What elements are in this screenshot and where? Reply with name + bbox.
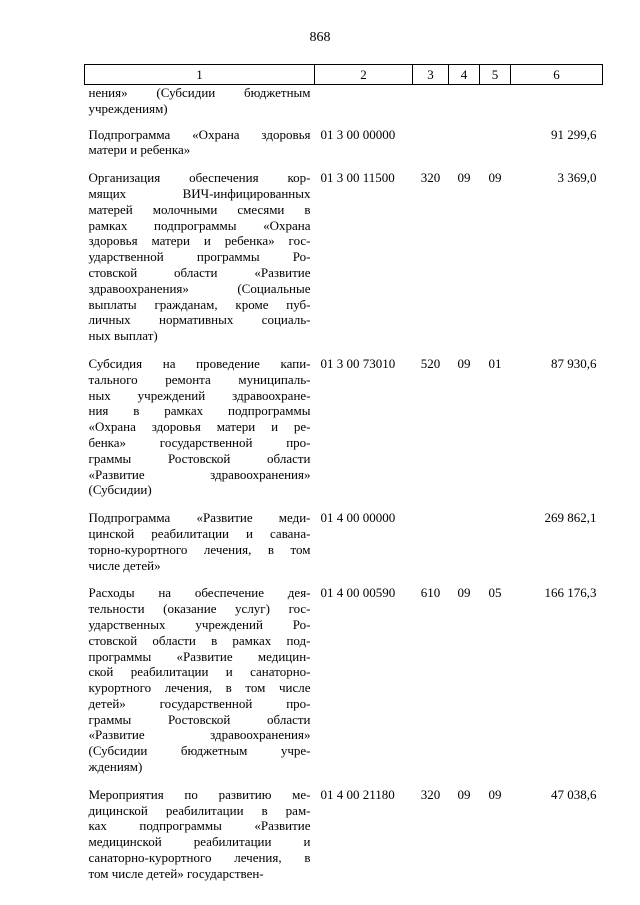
table-row	[85, 510, 603, 585]
row-code: 01 4 00 00590	[320, 585, 396, 601]
table-row	[85, 170, 603, 356]
row-name-line: Подпрограмма «Охрана здоровья	[88, 126, 311, 142]
table-row	[85, 356, 603, 510]
row-vr	[413, 127, 449, 171]
row-name	[85, 127, 315, 171]
row-name-line: ждениям)	[88, 759, 143, 775]
row-amount	[511, 85, 603, 127]
row-name-line: медицинской реабилитации и	[88, 834, 311, 850]
row-code	[315, 85, 413, 127]
row-name-line: цинской реабилитации и савана-	[88, 525, 311, 541]
row-name-line: нения» (Субсидии бюджетным	[88, 85, 311, 100]
row-name-line: детей» государственной про-	[88, 695, 311, 711]
row-pr: 01	[488, 355, 502, 371]
row-amount: 3 369,0	[557, 170, 597, 186]
row-name-line: Подпрограмма «Развитие меди-	[88, 510, 311, 526]
row-name-line: здоровья матери и ребенка» гос-	[88, 233, 311, 249]
row-name-line: ударственной программы Ро-	[88, 249, 311, 265]
table-row	[85, 585, 603, 787]
row-name-line: здравоохранения» (Социальные	[88, 280, 311, 296]
row-name-line: рамках подпрограммы «Охрана	[88, 217, 311, 233]
row-name-line: «Охрана здоровья матери и ре-	[88, 419, 311, 435]
header-col-4: 4	[449, 65, 480, 85]
page-number: 868	[309, 30, 331, 45]
row-name-line: дицинской реабилитации в рам-	[88, 802, 311, 818]
row-name-line: тального ремонта муниципаль-	[88, 371, 311, 387]
row-pr	[480, 510, 511, 585]
row-vr: 520	[420, 355, 441, 371]
row-name-line: Мероприятия по развитию ме-	[88, 786, 311, 802]
table-body	[85, 85, 603, 894]
row-name-line: том числе детей» государствен-	[88, 865, 264, 881]
row-name	[85, 170, 315, 356]
budget-table	[84, 64, 603, 894]
row-code: 01 4 00 21180	[320, 786, 395, 802]
row-name	[85, 510, 315, 585]
row-pr	[480, 85, 511, 127]
row-pr: 09	[488, 170, 502, 186]
row-name-line: торно-курортного лечения, в том	[88, 541, 311, 557]
row-rz	[449, 85, 480, 127]
row-amount: 87 930,6	[551, 355, 597, 371]
row-name-line: (Субсидии)	[88, 482, 152, 498]
header-col-1: 1	[85, 65, 315, 85]
row-code: 01 3 00 00000	[320, 126, 396, 142]
row-name-line: ния в рамках подпрограммы	[88, 403, 311, 419]
table-row	[85, 127, 603, 171]
row-name-line: бенка» государственной про-	[88, 434, 311, 450]
row-name-line: матери и ребенка»	[88, 142, 191, 158]
row-code: 01 3 00 73010	[320, 355, 396, 371]
row-name-line: ударственных учреждений Ро-	[88, 616, 311, 632]
row-name-line: личных нормативных социаль-	[88, 312, 311, 328]
row-name	[85, 356, 315, 510]
row-name-line: «Развитие здравоохранения»	[88, 727, 311, 743]
row-name	[85, 85, 315, 127]
row-rz: 09	[457, 786, 471, 802]
row-vr: 320	[420, 170, 441, 186]
row-name-line: (Субсидии бюджетным учре-	[88, 743, 311, 759]
row-amount: 47 038,6	[551, 786, 597, 802]
header-col-5: 5	[480, 65, 511, 85]
row-pr: 05	[488, 585, 502, 601]
row-vr	[413, 85, 449, 127]
row-name	[85, 787, 315, 894]
row-name-line: стовской области «Развитие	[88, 264, 311, 280]
row-vr: 610	[420, 585, 441, 601]
header-col-6: 6	[511, 65, 603, 85]
row-vr	[413, 510, 449, 585]
row-vr: 320	[420, 786, 441, 802]
table-row	[85, 85, 603, 127]
table-header	[85, 65, 603, 85]
row-amount: 91 299,6	[551, 126, 597, 142]
row-name-line: граммы Ростовской области	[88, 711, 311, 727]
row-name-line: выплаты гражданам, кроме пуб-	[88, 296, 311, 312]
row-name-line: учреждениям)	[88, 100, 168, 116]
row-rz: 09	[457, 355, 471, 371]
row-name	[85, 585, 315, 787]
row-amount: 269 862,1	[544, 510, 597, 526]
row-rz: 09	[457, 170, 471, 186]
header-col-2: 2	[315, 65, 413, 85]
row-name-line: мящих ВИЧ-инфицированных	[88, 185, 311, 201]
row-amount: 166 176,3	[544, 585, 597, 601]
row-name-line: числе детей»	[88, 557, 161, 573]
row-name-line: матерей молочными смесями в	[88, 201, 311, 217]
row-name-line: ках подпрограммы «Развитие	[88, 818, 311, 834]
row-name-line: тельности (оказание услуг) гос-	[88, 601, 311, 617]
row-name-line: граммы Ростовской области	[88, 450, 311, 466]
row-name-line: программы «Развитие медицин-	[88, 648, 311, 664]
row-rz	[449, 127, 480, 171]
row-pr: 09	[488, 786, 502, 802]
row-code: 01 4 00 00000	[320, 510, 396, 526]
row-code: 01 3 00 11500	[320, 170, 395, 186]
row-name-line: ных учреждений здравоохране-	[88, 387, 311, 403]
row-rz: 09	[457, 585, 471, 601]
row-rz	[449, 510, 480, 585]
table-row	[85, 787, 603, 894]
row-name-line: ской реабилитации и санаторно-	[88, 664, 311, 680]
row-name-line: курортного лечения, в том числе	[88, 680, 311, 696]
row-name-line: «Развитие здравоохранения»	[88, 466, 311, 482]
row-name-line: санаторно-курортного лечения, в	[88, 850, 311, 866]
row-name-line: Организация обеспечения кор-	[88, 170, 311, 186]
row-name-line: ных выплат)	[88, 328, 158, 344]
row-name-line: стовской области в рамках под-	[88, 632, 311, 648]
row-pr	[480, 127, 511, 171]
row-name-line: Субсидия на проведение капи-	[88, 355, 311, 371]
header-col-3: 3	[413, 65, 449, 85]
row-name-line: Расходы на обеспечение дея-	[88, 585, 311, 601]
